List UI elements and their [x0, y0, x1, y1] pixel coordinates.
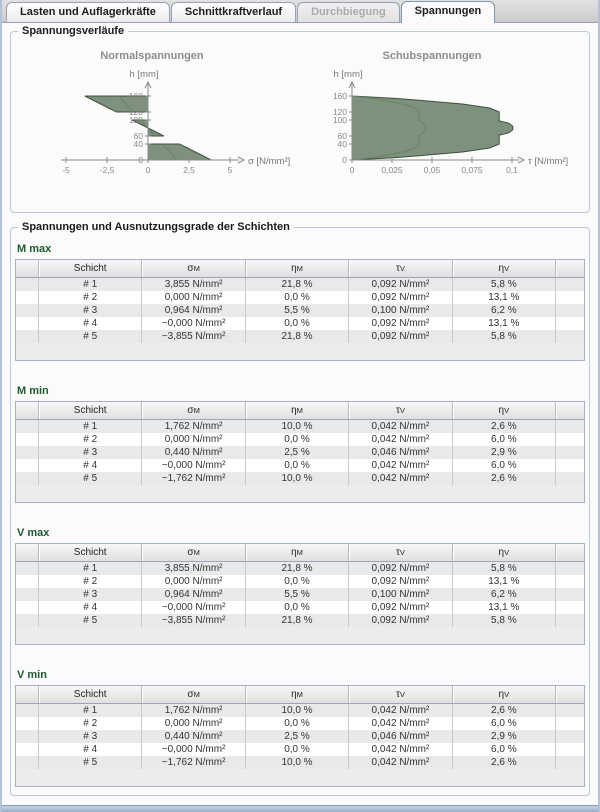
svg-text:60: 60 [133, 131, 143, 141]
table-cell: 13,1 % [453, 291, 556, 304]
table-cell: 0,100 N/mm² [349, 304, 452, 317]
svg-text:40: 40 [133, 139, 143, 149]
table-cell: 0,092 N/mm² [349, 575, 452, 588]
column-header[interactable]: η V [453, 402, 556, 419]
table-cell: 5,8 % [453, 562, 556, 575]
table-cell: # 1 [39, 278, 142, 291]
table-cell: −3,855 N/mm² [142, 330, 245, 343]
row-spacer [16, 472, 39, 485]
table-cell: 5,8 % [453, 330, 556, 343]
table-cell: # 4 [39, 459, 142, 472]
table-cell: 5,8 % [453, 278, 556, 291]
svg-text:100: 100 [332, 115, 347, 125]
stress-table-v-max [15, 543, 585, 645]
svg-text:120: 120 [332, 107, 347, 117]
row-filler [556, 575, 584, 588]
svg-text:0,025: 0,025 [381, 165, 403, 175]
shear-stress-chart [333, 50, 568, 175]
table-cell: 5,8 % [453, 614, 556, 627]
window-bottom-bar [2, 805, 598, 812]
column-header[interactable]: σ M [142, 260, 245, 277]
table-cell: 2,9 % [453, 730, 556, 743]
row-spacer [16, 730, 39, 743]
header-spacer [16, 544, 39, 561]
table-cell: 2,6 % [453, 756, 556, 769]
table-cell: 0,042 N/mm² [349, 420, 452, 433]
group-title-spannungsverlaeufe: Spannungsverläufe [22, 25, 125, 37]
table-cell: 2,9 % [453, 446, 556, 459]
table-cell: −0,000 N/mm² [142, 317, 245, 330]
table-row[interactable] [16, 614, 584, 627]
column-header[interactable]: Schicht [39, 686, 142, 703]
svg-text:0: 0 [145, 165, 151, 175]
table-row[interactable] [16, 730, 584, 743]
row-spacer [16, 459, 39, 472]
row-spacer [16, 743, 39, 756]
column-header[interactable]: τ V [349, 260, 452, 277]
table-cell: 0,046 N/mm² [349, 730, 452, 743]
table-cell: 21,8 % [246, 278, 349, 291]
column-header[interactable]: τ V [349, 544, 452, 561]
svg-text:5: 5 [227, 165, 233, 175]
header-spacer [16, 260, 39, 277]
svg-text:Normalspannungen: Normalspannungen [100, 50, 204, 62]
svg-text:160: 160 [128, 91, 143, 101]
row-filler [556, 459, 584, 472]
table-cell: # 5 [39, 756, 142, 769]
row-filler [556, 730, 584, 743]
column-header[interactable]: σ M [142, 544, 245, 561]
table-row[interactable] [16, 575, 584, 588]
table-filler [16, 627, 584, 644]
case-heading-v-min: V min [17, 669, 47, 681]
table-cell: # 4 [39, 601, 142, 614]
table-cell: # 3 [39, 304, 142, 317]
table-cell: 6,0 % [453, 743, 556, 756]
header-filler [556, 260, 584, 277]
case-heading-m-min: M min [17, 385, 49, 397]
table-cell: 1,762 N/mm² [142, 704, 245, 717]
row-filler [556, 446, 584, 459]
row-filler [556, 433, 584, 446]
table-cell: 0,0 % [246, 743, 349, 756]
table-row[interactable] [16, 317, 584, 330]
table-row[interactable] [16, 330, 584, 343]
tab-spannungen[interactable]: Spannungen [401, 1, 496, 23]
tab-durchbiegung: Durchbiegung [297, 2, 400, 22]
table-cell: 2,5 % [246, 730, 349, 743]
table-cell: # 3 [39, 730, 142, 743]
table-header-row [16, 260, 584, 278]
load-case-block-v-min [15, 669, 585, 787]
svg-text:τ [N/mm²]: τ [N/mm²] [528, 156, 569, 167]
table-row[interactable] [16, 743, 584, 756]
table-cell: 6,0 % [453, 459, 556, 472]
row-spacer [16, 304, 39, 317]
stress-charts-area [15, 37, 585, 209]
table-cell: # 2 [39, 717, 142, 730]
table-cell: 0,042 N/mm² [349, 704, 452, 717]
table-cell: −1,762 N/mm² [142, 472, 245, 485]
table-cell: 10,0 % [246, 472, 349, 485]
svg-text:0: 0 [342, 155, 347, 165]
svg-text:0: 0 [138, 155, 143, 165]
table-cell: 0,000 N/mm² [142, 433, 245, 446]
row-filler [556, 304, 584, 317]
table-cell: 0,092 N/mm² [349, 330, 452, 343]
table-row[interactable] [16, 756, 584, 769]
table-filler [16, 769, 584, 786]
table-header-row [16, 544, 584, 562]
table-row[interactable] [16, 304, 584, 317]
table-cell: 10,0 % [246, 704, 349, 717]
table-cell: 0,0 % [246, 601, 349, 614]
column-header[interactable]: σ M [142, 402, 245, 419]
table-cell: 0,042 N/mm² [349, 756, 452, 769]
column-header[interactable]: Schicht [39, 402, 142, 419]
row-filler [556, 743, 584, 756]
table-cell: 1,762 N/mm² [142, 420, 245, 433]
row-filler [556, 614, 584, 627]
table-cell: 0,964 N/mm² [142, 304, 245, 317]
svg-text:100: 100 [128, 115, 143, 125]
table-cell: 2,6 % [453, 472, 556, 485]
row-filler [556, 472, 584, 485]
table-cell: 0,042 N/mm² [349, 433, 452, 446]
table-cell: # 4 [39, 317, 142, 330]
table-cell: 0,000 N/mm² [142, 575, 245, 588]
column-header[interactable]: τ V [349, 686, 452, 703]
row-spacer [16, 330, 39, 343]
load-case-block-m-max [15, 243, 585, 361]
row-spacer [16, 588, 39, 601]
row-spacer [16, 575, 39, 588]
table-cell: 0,092 N/mm² [349, 601, 452, 614]
row-spacer [16, 446, 39, 459]
table-row[interactable] [16, 601, 584, 614]
table-cell: 0,100 N/mm² [349, 588, 452, 601]
table-cell: 6,2 % [453, 304, 556, 317]
table-cell: −3,855 N/mm² [142, 614, 245, 627]
normal-stress-chart [61, 50, 290, 175]
case-heading-m-max: M max [17, 243, 52, 255]
row-spacer [16, 433, 39, 446]
load-case-block-m-min [15, 385, 585, 503]
column-header[interactable]: η M [246, 260, 349, 277]
table-cell: 0,000 N/mm² [142, 717, 245, 730]
row-spacer [16, 704, 39, 717]
table-cell: 6,2 % [453, 588, 556, 601]
table-cell: # 5 [39, 472, 142, 485]
table-cell: # 1 [39, 420, 142, 433]
tab-bar [2, 0, 598, 23]
group-title-ausnutzungsgrade: Spannungen und Ausnutzungsgrade der Schichten [22, 221, 290, 233]
table-cell: # 2 [39, 433, 142, 446]
table-cell: 0,046 N/mm² [349, 446, 452, 459]
header-filler [556, 686, 584, 703]
table-cell: # 2 [39, 575, 142, 588]
row-spacer [16, 278, 39, 291]
table-row[interactable] [16, 459, 584, 472]
table-cell: 0,042 N/mm² [349, 743, 452, 756]
table-cell: 10,0 % [246, 420, 349, 433]
table-filler [16, 485, 584, 502]
header-spacer [16, 686, 39, 703]
table-cell: 0,092 N/mm² [349, 614, 452, 627]
table-cell: 0,042 N/mm² [349, 717, 452, 730]
column-header[interactable]: Schicht [39, 260, 142, 277]
column-header[interactable]: η V [453, 260, 556, 277]
table-row[interactable] [16, 562, 584, 575]
table-row[interactable] [16, 588, 584, 601]
table-cell: 21,8 % [246, 614, 349, 627]
table-cell: 0,092 N/mm² [349, 278, 452, 291]
column-header[interactable]: η V [453, 686, 556, 703]
table-row[interactable] [16, 717, 584, 730]
svg-text:h [mm]: h [mm] [129, 69, 159, 80]
table-row[interactable] [16, 446, 584, 459]
table-row[interactable] [16, 291, 584, 304]
load-case-block-v-max [15, 527, 585, 645]
svg-text:0,05: 0,05 [423, 165, 441, 175]
table-row[interactable] [16, 704, 584, 717]
table-cell: 5,5 % [246, 304, 349, 317]
svg-text:0,075: 0,075 [461, 165, 483, 175]
row-filler [556, 317, 584, 330]
column-header[interactable]: Schicht [39, 544, 142, 561]
table-cell: 0,0 % [246, 459, 349, 472]
table-cell: 0,000 N/mm² [142, 291, 245, 304]
table-header-row [16, 402, 584, 420]
row-filler [556, 420, 584, 433]
table-cell: 0,042 N/mm² [349, 472, 452, 485]
table-cell: 3,855 N/mm² [142, 562, 245, 575]
column-header[interactable]: η M [246, 686, 349, 703]
table-cell: 5,5 % [246, 588, 349, 601]
svg-text:40: 40 [337, 139, 347, 149]
row-filler [556, 278, 584, 291]
table-header-row [16, 686, 584, 704]
row-filler [556, 756, 584, 769]
row-filler [556, 717, 584, 730]
header-spacer [16, 402, 39, 419]
table-cell: −1,762 N/mm² [142, 756, 245, 769]
table-cell: 0,0 % [246, 717, 349, 730]
table-cell: 0,440 N/mm² [142, 730, 245, 743]
tab-lasten-und-auflagerkraefte[interactable]: Lasten und Auflagerkräfte [6, 2, 170, 22]
column-header[interactable]: η M [246, 402, 349, 419]
svg-text:Schubspannungen: Schubspannungen [382, 50, 482, 62]
svg-text:60: 60 [337, 131, 347, 141]
table-cell: 0,0 % [246, 291, 349, 304]
row-filler [556, 601, 584, 614]
table-row[interactable] [16, 472, 584, 485]
table-cell: 0,0 % [246, 433, 349, 446]
table-cell: # 4 [39, 743, 142, 756]
svg-text:120: 120 [128, 107, 143, 117]
table-cell: 0,440 N/mm² [142, 446, 245, 459]
row-spacer [16, 756, 39, 769]
group-spannungsverlaeufe [10, 25, 590, 213]
table-cell: # 1 [39, 562, 142, 575]
column-header[interactable]: σ M [142, 686, 245, 703]
row-filler [556, 291, 584, 304]
table-cell: # 3 [39, 446, 142, 459]
table-cell: 21,8 % [246, 562, 349, 575]
svg-text:-2,5: -2,5 [99, 165, 115, 175]
row-filler [556, 562, 584, 575]
row-spacer [16, 562, 39, 575]
svg-text:2,5: 2,5 [183, 165, 195, 175]
table-cell: # 2 [39, 291, 142, 304]
case-heading-v-max: V max [17, 527, 50, 539]
table-cell: −0,000 N/mm² [142, 601, 245, 614]
table-cell: 3,855 N/mm² [142, 278, 245, 291]
table-cell: −0,000 N/mm² [142, 459, 245, 472]
table-filler [16, 343, 584, 360]
table-cell: 0,092 N/mm² [349, 562, 452, 575]
group-spannungen-und-ausnutzungsgrade [10, 221, 590, 796]
table-cell: 2,6 % [453, 420, 556, 433]
stress-table-m-min [15, 401, 585, 503]
table-cell: 2,5 % [246, 446, 349, 459]
table-row[interactable] [16, 420, 584, 433]
table-cell: 13,1 % [453, 601, 556, 614]
table-cell: 0,0 % [246, 575, 349, 588]
table-cell: 0,092 N/mm² [349, 291, 452, 304]
row-spacer [16, 601, 39, 614]
table-cell: # 5 [39, 330, 142, 343]
table-cell: 13,1 % [453, 575, 556, 588]
table-cell: 6,0 % [453, 717, 556, 730]
svg-text:0: 0 [349, 165, 355, 175]
table-cell: 6,0 % [453, 433, 556, 446]
table-cell: 0,092 N/mm² [349, 317, 452, 330]
table-cell: 0,0 % [246, 317, 349, 330]
tab-content-spannungen [2, 25, 598, 807]
svg-text:-5: -5 [62, 165, 70, 175]
row-spacer [16, 614, 39, 627]
tab-schnittkraftverlauf[interactable]: Schnittkraftverlauf [171, 2, 296, 22]
row-spacer [16, 717, 39, 730]
table-row[interactable] [16, 278, 584, 291]
table-cell: # 3 [39, 588, 142, 601]
stress-table-v-min [15, 685, 585, 787]
table-cell: 13,1 % [453, 317, 556, 330]
table-cell: 10,0 % [246, 756, 349, 769]
table-cell: 0,042 N/mm² [349, 459, 452, 472]
row-spacer [16, 317, 39, 330]
svg-text:σ [N/mm²]: σ [N/mm²] [248, 156, 291, 167]
table-cell: 21,8 % [246, 330, 349, 343]
table-cell: # 1 [39, 704, 142, 717]
svg-text:160: 160 [332, 91, 347, 101]
svg-text:h [mm]: h [mm] [333, 69, 363, 80]
column-header[interactable]: τ V [349, 402, 452, 419]
row-spacer [16, 420, 39, 433]
header-filler [556, 544, 584, 561]
table-cell: 0,964 N/mm² [142, 588, 245, 601]
table-cell: # 5 [39, 614, 142, 627]
svg-text:0,1: 0,1 [506, 165, 518, 175]
table-row[interactable] [16, 433, 584, 446]
stress-table-m-max [15, 259, 585, 361]
row-filler [556, 588, 584, 601]
column-header[interactable]: η M [246, 544, 349, 561]
stress-charts-canvas [15, 37, 585, 207]
header-filler [556, 402, 584, 419]
row-spacer [16, 291, 39, 304]
table-cell: 2,6 % [453, 704, 556, 717]
table-cell: −0,000 N/mm² [142, 743, 245, 756]
row-filler [556, 330, 584, 343]
column-header[interactable]: η V [453, 544, 556, 561]
row-filler [556, 704, 584, 717]
